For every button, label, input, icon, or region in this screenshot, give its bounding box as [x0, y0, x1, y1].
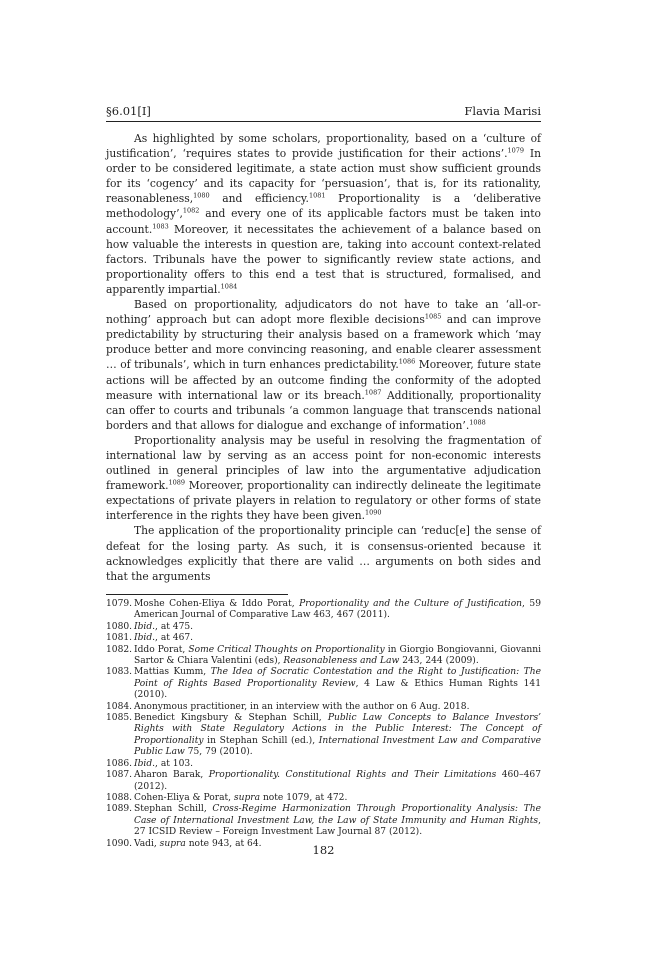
footnote-reference[interactable]: 1083: [152, 222, 169, 230]
footnote-italic-text: Proportionality and the Culture of Justification: [299, 599, 523, 609]
header-section: §6.01[I]: [106, 104, 151, 118]
footnote-plain-text: , at 103.: [155, 758, 194, 769]
footnote: [106, 645, 541, 668]
footnote-reference[interactable]: 1087: [364, 388, 382, 397]
footnote-italic-text: supra: [159, 838, 186, 849]
footnote-number: 1083.: [106, 667, 133, 678]
paragraph-text: In order to be considered legitimate, a state action must show sufficient grounds for its ‘cogency’ and its capacity for ‘persuasion’, that is, for its rationality, reasonableness,: [106, 147, 542, 206]
paragraph-text: The application of the proportionality principle can ‘reduc[e] the sense of defeat for the losing party. As such, it is consensus-oriented because it acknowledges explicitly that there are valid … arguments on both sides and that the arguments: [106, 524, 541, 583]
footnote-text: [134, 633, 541, 644]
header-author: Flavia Marisi: [464, 104, 541, 118]
footnote-plain-text: 460–467 (2012).: [134, 770, 541, 792]
footnote-plain-text: Stephan Schill,: [134, 804, 213, 815]
paragraph-text: Moreover, it necessitates the achievement of a balance based on how valuable the interests in question are, taking into account context-related factors. Tribunals have the power to significantly review state actions, and proportionality offers to this end a test that is structured, formalised, and apparently impartial.: [106, 222, 541, 296]
paragraph-text: As highlighted by some scholars, proportionality, based on a ‘culture of justification’, ‘requires states to provide justification for their actions’.: [106, 132, 541, 161]
footnote-plain-text: , 27 ICSID Review – Foreign Investment Law Journal 87 (2012).: [134, 815, 541, 838]
footnote-plain-text: Mattias Kumm,: [134, 667, 211, 678]
footnote-number: 1084.: [106, 701, 133, 712]
footnote-number: 1079.: [106, 599, 133, 609]
footnote-italic-text: Reasonableness and Law: [283, 656, 400, 667]
footnote-reference[interactable]: 1080: [193, 191, 210, 200]
footnote-italic-text: Ibid.: [134, 758, 156, 769]
page: [106, 0, 541, 956]
body-paragraph: [106, 297, 541, 433]
footnote-number: 1082.: [106, 644, 133, 655]
footnote-plain-text: Anonymous practitioner, in an interview with the author on 6 Aug. 2018.: [134, 701, 470, 712]
footnote-number: 1090.: [106, 838, 133, 849]
body-text: [106, 131, 541, 584]
footnote-italic-text: The Idea of Socratic Contestation and the Right to Justification: The Point of Rights Based Proportionality Review: [134, 667, 541, 689]
footnote-text: [134, 759, 541, 770]
footnote: [106, 770, 541, 793]
footnote-italic-text: Some Critical Thoughts on Proportionality: [188, 644, 385, 655]
body-paragraph: [106, 523, 541, 583]
paragraph-text: Based on proportionality, adjudicators do not have to take an ‘all-or-nothing’ approach but can adopt more flexible decisions: [106, 298, 541, 327]
footnote-plain-text: , 4 Law & Ethics Human Rights 141 (2010).: [134, 678, 541, 701]
footnote: [106, 793, 541, 804]
paragraph-text: Proportionality analysis may be useful in resolving the fragmentation of international law by serving as an access point for non-economic interests outlined in general principles of law into the argumentative adjudication framework.: [106, 433, 541, 493]
page-number: 182: [312, 843, 335, 857]
footnote-plain-text: , at 475.: [155, 621, 194, 632]
footnote-text: [134, 793, 541, 804]
footnote-number: 1080.: [106, 621, 133, 632]
paragraph-text: Additionally, proportionality can offer to courts and tribunals ‘a common language that transcends national borders and that allows for dialogue and exchange of information’.: [106, 388, 541, 432]
footnote-reference[interactable]: 1089: [168, 478, 186, 487]
footnote-plain-text: , at 467.: [155, 633, 194, 644]
footnote-text: [134, 622, 541, 633]
footnote: [106, 599, 541, 622]
footnote-text: [134, 645, 541, 668]
footnote-plain-text: Iddo Porat,: [134, 644, 189, 655]
footnote-number: 1081.: [106, 633, 133, 644]
paragraph-text: and efficiency.: [209, 192, 309, 206]
footnote-plain-text: in Giorgio Bongiovanni, Giovanni Sartor & Chiara Valentini (eds),: [134, 644, 541, 667]
footnote-italic-text: International Investment Law and Comparative Public Law: [134, 735, 541, 758]
header-rule: [106, 121, 541, 122]
footnote-plain-text: note 943, at 64.: [185, 838, 262, 849]
footnote-italic-text: Ibid.: [134, 633, 156, 644]
footnote-text: [134, 702, 541, 713]
footnote-text: [134, 804, 541, 838]
footnote-text: [134, 770, 541, 793]
paragraph-text: Proportionality is a ‘deliberative methodology’,: [106, 192, 541, 221]
footnote-number: 1087.: [106, 770, 133, 781]
footnote-number: 1089.: [106, 804, 133, 815]
footnote-plain-text: 243, 244 (2009).: [399, 656, 479, 667]
footnote-plain-text: 75, 79 (2010).: [184, 747, 253, 758]
body-paragraph: [106, 433, 541, 524]
footnote: [106, 633, 541, 644]
footnote-reference[interactable]: 1084: [220, 282, 238, 291]
footnote-plain-text: Vadi,: [134, 838, 160, 849]
footnote: [106, 759, 541, 770]
footnote-number: 1085.: [106, 713, 133, 724]
footnote: [106, 713, 541, 759]
paragraph-text: and every one of its applicable factors must be taken into account.: [106, 207, 541, 236]
body-paragraph: [106, 131, 541, 297]
footnote-text: [134, 599, 541, 622]
footnote-plain-text: Moshe Cohen-Eliya & Iddo Porat,: [134, 599, 300, 609]
footnote-rule: [106, 594, 288, 595]
footnote-reference[interactable]: 1090: [365, 508, 382, 517]
footnote-number: 1086.: [106, 758, 133, 769]
footnote-reference[interactable]: 1081: [308, 191, 326, 200]
footnote: [106, 702, 541, 713]
footnote: [106, 804, 541, 838]
footnotes: [106, 599, 541, 850]
running-header: [106, 104, 541, 118]
footnote-italic-text: Proportionality. Constitutional Rights and Their Limitations: [208, 770, 497, 781]
footnote-number: 1088.: [106, 792, 133, 803]
footnote-plain-text: in Stephan Schill (ed.),: [203, 735, 319, 746]
footnote-plain-text: , 59 American Journal of Comparative Law 463, 467 (2011).: [134, 599, 541, 621]
paragraph-text: and can improve predictability by structuring their analysis based on a framework which ‘may produce better and more convincing reasoning, and enable clearer assessment … of tribunals’, which in turn enhances predictability.: [106, 313, 541, 372]
footnote-reference[interactable]: 1088: [469, 418, 486, 427]
footnote-italic-text: Public Law Concepts to Balance Investors’ Rights with State Regulatory Actions in the Public Interest: The Concept of Proportionality: [134, 713, 541, 746]
footnote: [106, 667, 541, 701]
footnote-text: [134, 667, 541, 701]
footnote-italic-text: Cross-Regime Harmonization Through Proportionality Analysis: The Case of International Investment Law, the Law of State Immunity and Human Rights: [134, 804, 541, 826]
footnote-reference[interactable]: 1082: [182, 206, 200, 215]
footnote-italic-text: Ibid.: [134, 621, 156, 632]
footnote-reference[interactable]: 1079: [507, 146, 525, 155]
footnote-italic-text: supra: [233, 792, 261, 803]
footnote-text: [134, 713, 541, 759]
paragraph-text: Moreover, future state actions will be affected by an outcome finding the conformity of the adopted measure with international law or its breach.: [106, 358, 541, 402]
paragraph-text: Moreover, proportionality can indirectly delineate the legitimate expectations of private players in relation to regulatory or other forms of state interference in the rights they have been given.: [106, 479, 541, 523]
footnote-plain-text: Benedict Kingsbury & Stephan Schill,: [134, 713, 328, 724]
footnote-reference[interactable]: 1085: [424, 312, 442, 321]
footnote-plain-text: note 1079, at 472.: [260, 792, 348, 803]
footnote-reference[interactable]: 1086: [398, 357, 416, 366]
footnote-plain-text: Cohen-Eliya & Porat,: [134, 792, 234, 803]
footnote-plain-text: Aharon Barak,: [134, 770, 209, 781]
footnote: [106, 622, 541, 633]
